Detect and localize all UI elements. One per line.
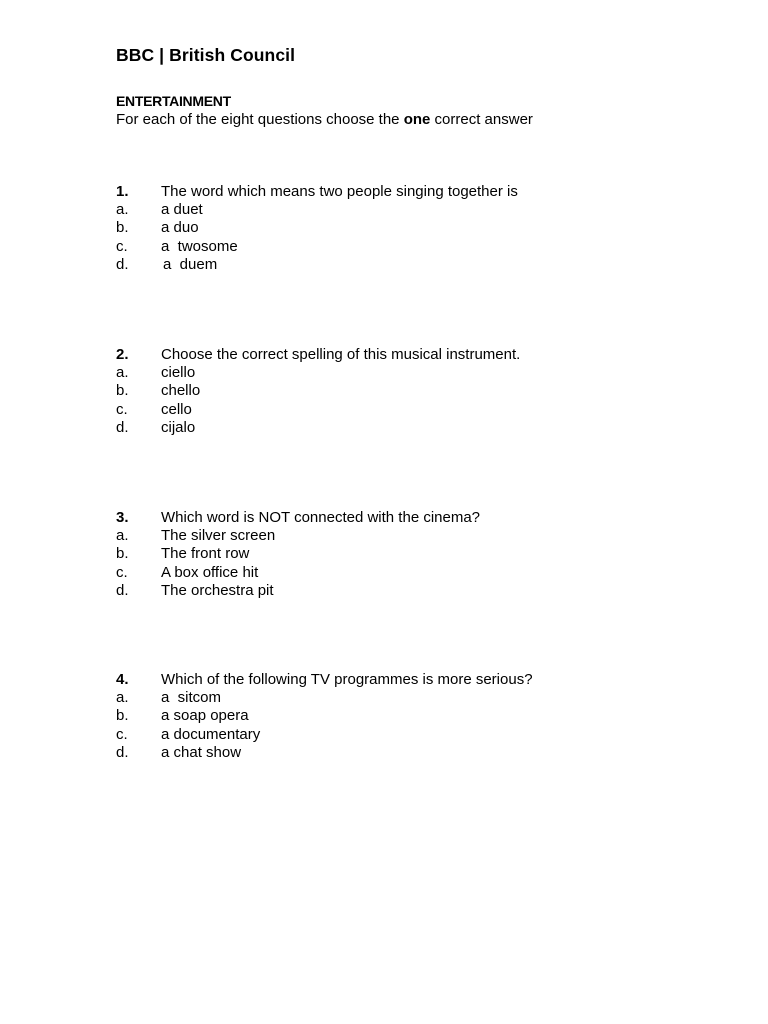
question-2 bbox=[116, 346, 676, 437]
question-text: The word which means two people singing together is bbox=[161, 183, 518, 200]
option-letter: d. bbox=[116, 418, 129, 436]
option-b[interactable] bbox=[116, 545, 676, 563]
option-letter: a. bbox=[116, 201, 129, 219]
question-number: 1. bbox=[116, 183, 129, 200]
option-text: a twosome bbox=[161, 237, 238, 255]
option-text: a soap opera bbox=[161, 707, 249, 725]
question-4-stem bbox=[116, 671, 676, 689]
option-text: a duet bbox=[161, 201, 203, 219]
option-letter: c. bbox=[116, 563, 128, 581]
option-text: a duo bbox=[161, 219, 199, 237]
option-letter: d. bbox=[116, 581, 129, 599]
question-4 bbox=[116, 671, 676, 762]
option-letter: d. bbox=[116, 255, 129, 273]
option-text: The silver screen bbox=[161, 527, 276, 545]
option-text: cijalo bbox=[161, 418, 196, 436]
instructions bbox=[116, 111, 533, 128]
option-b[interactable] bbox=[116, 707, 676, 725]
option-text: The front row bbox=[161, 545, 250, 563]
option-letter: b. bbox=[116, 382, 129, 400]
option-text: chello bbox=[161, 382, 201, 400]
option-text: A box office hit bbox=[161, 563, 259, 581]
option-d[interactable] bbox=[116, 582, 676, 600]
option-text: cello bbox=[161, 400, 192, 418]
option-c[interactable] bbox=[116, 564, 676, 582]
question-number: 2. bbox=[116, 346, 129, 363]
option-text: a duem bbox=[163, 255, 218, 273]
option-text: ciello bbox=[161, 364, 196, 382]
option-letter: c. bbox=[116, 400, 128, 418]
question-number: 4. bbox=[116, 671, 129, 688]
option-text: a sitcom bbox=[161, 689, 222, 707]
option-letter: a. bbox=[116, 527, 129, 545]
option-letter: b. bbox=[116, 545, 129, 563]
option-text: a documentary bbox=[161, 725, 261, 743]
page-title: BBC | British Council bbox=[116, 45, 296, 65]
option-d[interactable] bbox=[116, 419, 676, 437]
option-b[interactable] bbox=[116, 382, 676, 400]
option-text: The orchestra pit bbox=[161, 581, 274, 599]
option-letter: a. bbox=[116, 689, 129, 707]
instructions-text-start: For each of the eight questions choose the bbox=[116, 111, 404, 128]
option-d[interactable] bbox=[116, 256, 676, 274]
option-letter: c. bbox=[116, 725, 128, 743]
option-a[interactable] bbox=[116, 364, 676, 382]
question-3-stem bbox=[116, 509, 676, 527]
option-a[interactable] bbox=[116, 201, 676, 219]
option-a[interactable] bbox=[116, 689, 676, 707]
option-letter: b. bbox=[116, 219, 129, 237]
option-letter: b. bbox=[116, 707, 129, 725]
option-text: a chat show bbox=[161, 743, 242, 761]
option-letter: d. bbox=[116, 743, 129, 761]
question-number: 3. bbox=[116, 509, 129, 526]
option-d[interactable] bbox=[116, 744, 676, 762]
option-c[interactable] bbox=[116, 238, 676, 256]
question-1 bbox=[116, 183, 676, 274]
option-b[interactable] bbox=[116, 219, 676, 237]
question-1-stem bbox=[116, 183, 676, 201]
question-text: Which word is NOT connected with the cinema? bbox=[161, 509, 481, 526]
option-letter: c. bbox=[116, 237, 128, 255]
option-c[interactable] bbox=[116, 401, 676, 419]
question-2-stem bbox=[116, 346, 676, 364]
option-a[interactable] bbox=[116, 527, 676, 545]
option-c[interactable] bbox=[116, 726, 676, 744]
instructions-text-end: correct answer bbox=[430, 111, 533, 128]
question-text: Choose the correct spelling of this musical instrument. bbox=[161, 346, 521, 363]
section-heading: ENTERTAINMENT bbox=[116, 93, 231, 109]
question-3 bbox=[116, 509, 676, 600]
instructions-emphasis: one bbox=[403, 111, 431, 128]
option-letter: a. bbox=[116, 364, 129, 382]
question-text: Which of the following TV programmes is more serious? bbox=[161, 671, 533, 688]
